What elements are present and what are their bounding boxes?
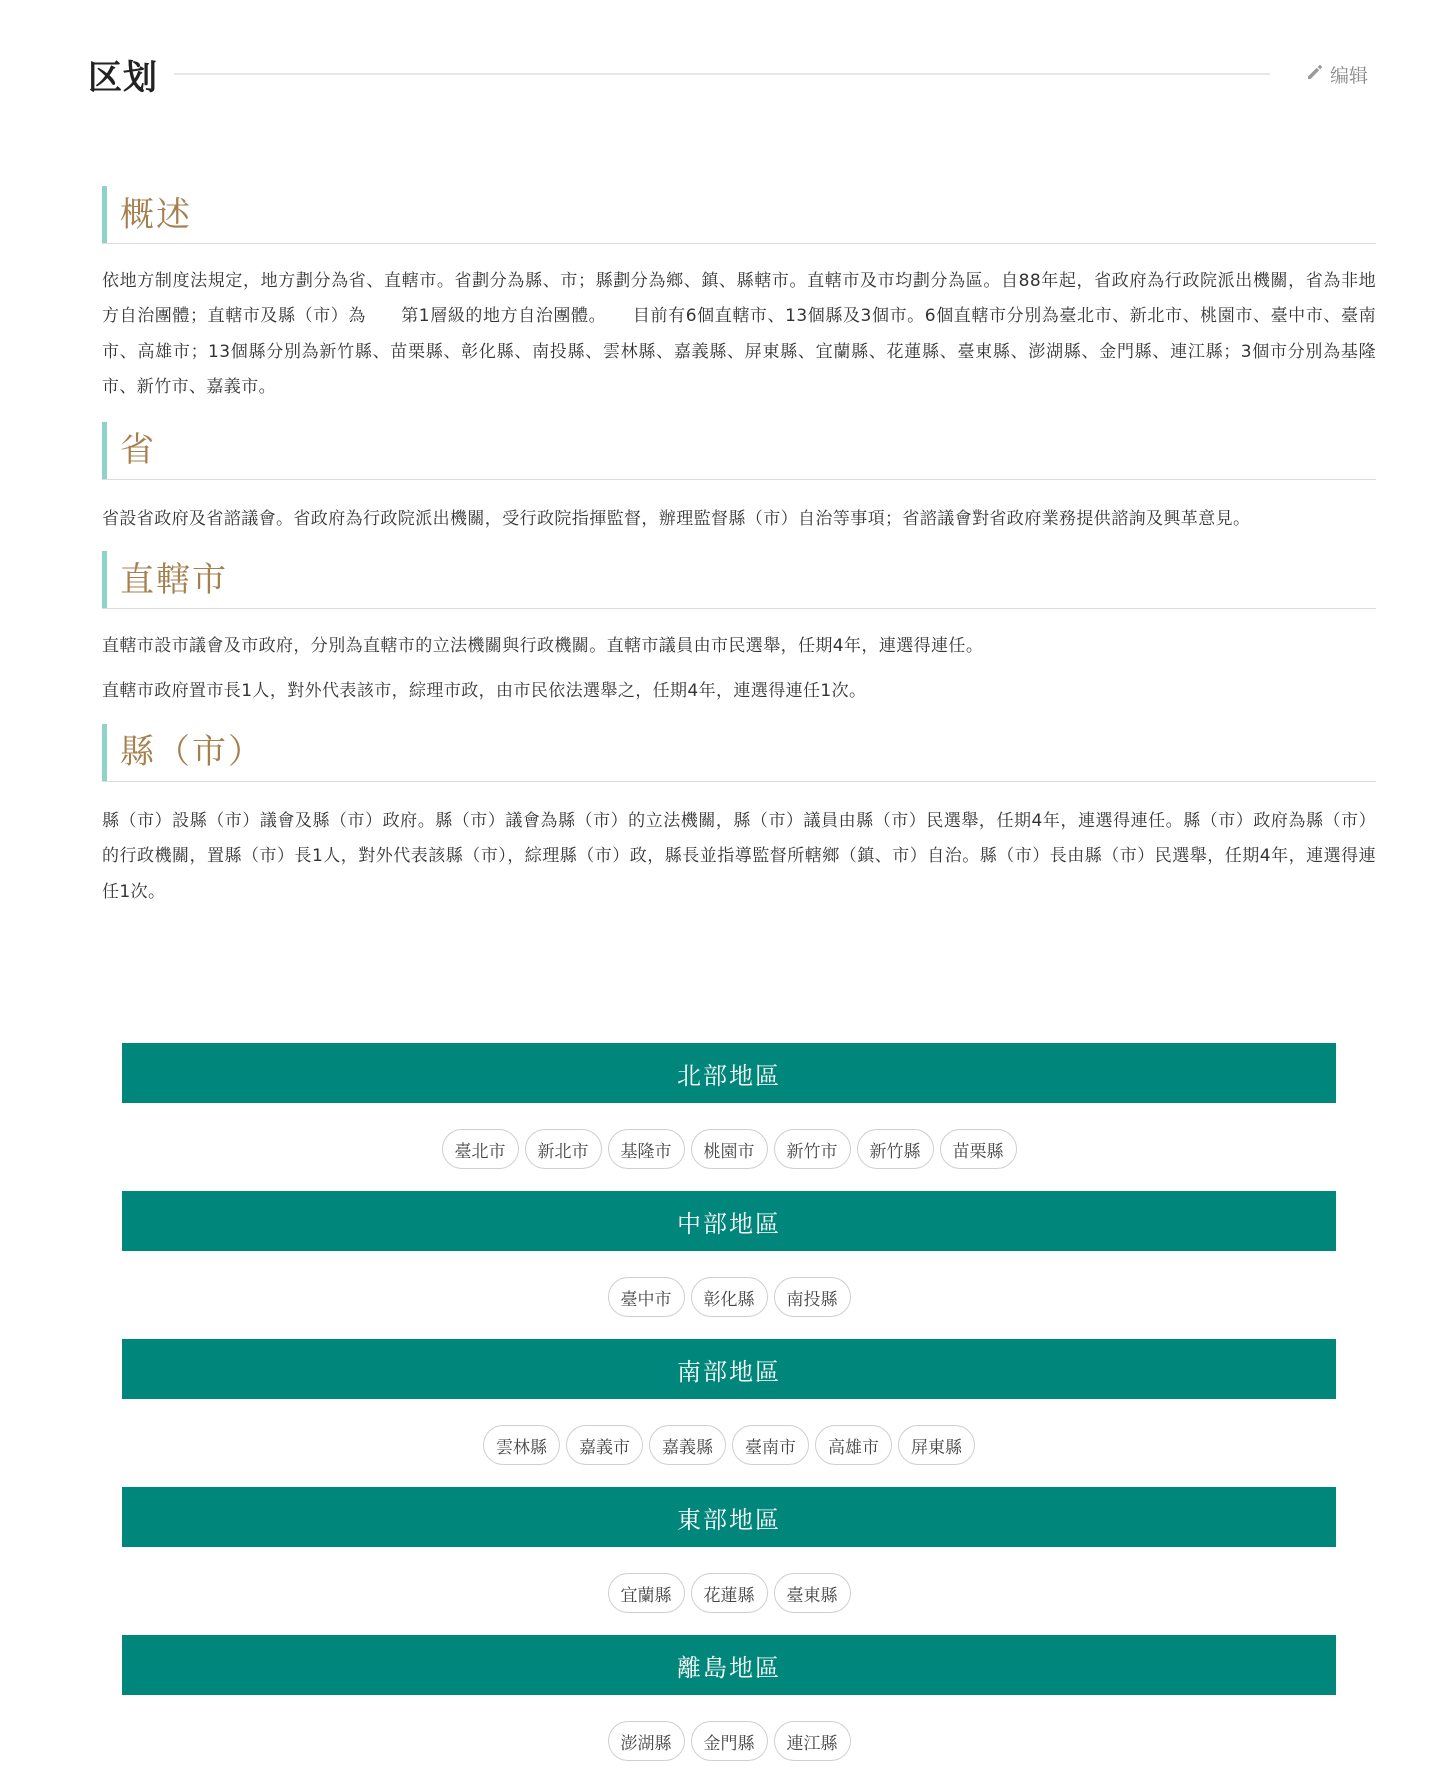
county-paragraph: 縣（市）設縣（市）議會及縣（市）政府。縣（市）議會為縣（市）的立法機關，縣（市）議員由縣（市）民選舉，任期4年，連選得連任。縣（市）政府為縣（市）的行政機關，置縣（市）長1人，對外代表該縣（市），綜理縣（市）政，縣長並指導監督所轄鄉（鎮、市）自治。縣（市）長由縣（市）民選舉，任期4年，連選得連任1次。: [102, 810, 1376, 902]
region-chips-islands: [122, 1695, 1336, 1772]
region-header-east: 東部地區: [122, 1487, 1336, 1547]
chip-kinmen-county[interactable]: 金門縣: [691, 1721, 768, 1761]
chip-taichung-city[interactable]: 臺中市: [608, 1277, 685, 1317]
chip-nantou-county[interactable]: 南投縣: [774, 1277, 851, 1317]
chip-yilan-county[interactable]: 宜蘭縣: [608, 1573, 685, 1613]
section-heading-overview: [102, 186, 1376, 244]
chip-penghu-county[interactable]: 澎湖縣: [608, 1721, 685, 1761]
chip-new-taipei-city[interactable]: 新北市: [525, 1129, 602, 1169]
chip-miaoli-county[interactable]: 苗栗縣: [940, 1129, 1017, 1169]
chip-hsinchu-county[interactable]: 新竹縣: [857, 1129, 934, 1169]
main-content: [102, 186, 1376, 910]
region-chips-north: [122, 1103, 1336, 1191]
chip-hsinchu-city[interactable]: 新竹市: [774, 1129, 851, 1169]
chip-taitung-county[interactable]: 臺東縣: [774, 1573, 851, 1613]
chip-chiayi-county[interactable]: 嘉義縣: [649, 1425, 726, 1465]
pencil-icon: [1306, 63, 1330, 86]
section-title-county: 縣（市）: [120, 732, 264, 773]
section-heading-province: [102, 422, 1376, 480]
chip-chiayi-city[interactable]: 嘉義市: [566, 1425, 643, 1465]
section-title-overview: 概述: [120, 194, 192, 235]
region-chips-south: [122, 1399, 1336, 1487]
region-header-north: 北部地區: [122, 1043, 1336, 1103]
province-paragraph: 省設省政府及省諮議會。省政府為行政院派出機關，受行政院指揮監督，辦理監督縣（市）自治等事項；省諮議會對省政府業務提供諮詢及興革意見。: [102, 508, 1251, 529]
region-chips-east: [122, 1547, 1336, 1635]
section-title-province: 省: [120, 430, 156, 471]
chip-hualien-county[interactable]: 花蓮縣: [691, 1573, 768, 1613]
edit-label: 编辑: [1329, 64, 1368, 87]
region-header-central: 中部地區: [122, 1191, 1336, 1251]
page-header: [88, 50, 1368, 98]
chip-changhua-county[interactable]: 彰化縣: [691, 1277, 768, 1317]
chip-pingtung-county[interactable]: 屏東縣: [898, 1425, 975, 1465]
chip-keelung-city[interactable]: 基隆市: [608, 1129, 685, 1169]
region-header-islands: 離島地區: [122, 1635, 1336, 1695]
region-chips-central: [122, 1251, 1336, 1339]
chip-lienchiang-county[interactable]: 連江縣: [774, 1721, 851, 1761]
chip-kaohsiung-city[interactable]: 高雄市: [815, 1425, 892, 1465]
chip-tainan-city[interactable]: 臺南市: [732, 1425, 809, 1465]
header-divider: [174, 73, 1270, 75]
chip-taipei-city[interactable]: 臺北市: [442, 1129, 519, 1169]
regions-list: [122, 1043, 1336, 1772]
chip-taoyuan-city[interactable]: 桃園市: [691, 1129, 768, 1169]
chip-yunlin-county[interactable]: 雲林縣: [483, 1425, 560, 1465]
section-title-municipality: 直轄市: [120, 559, 228, 600]
edit-link[interactable]: [1306, 61, 1368, 88]
page-title: 区划: [88, 57, 158, 98]
municipality-paragraph-1: 直轄市設市議會及市政府，分別為直轄市的立法機關與行政機關。直轄市議員由市民選舉，任期4年，連選得連任。: [102, 636, 984, 657]
overview-paragraph: 依地方制度法規定，地方劃分為省、直轄市。省劃分為縣、市；縣劃分為鄉、鎮、縣轄市。直轄市及市均劃分為區。自88年起，省政府為行政院派出機關，省為非地方自治團體；直轄市及縣（市）為 第1層級的地方自治團體。 目前有6個直轄市、13個縣及3個市。6個直轄市分別為臺北市、新北市、桃園市、臺中市、臺南市、高雄市；13個縣分別為新竹縣、苗栗縣、彰化縣、南投縣、雲林縣、嘉義縣、屏東縣、宜蘭縣、花蓮縣、臺東縣、澎湖縣、金門縣、連江縣；3個市分別為基隆市、新竹市、嘉義市。: [102, 271, 1376, 398]
section-heading-municipality: [102, 551, 1376, 609]
municipality-paragraph-2: 直轄市政府置市長1人，對外代表該市，綜理市政，由市民依法選舉之，任期4年，連選得連任1次。: [102, 681, 867, 702]
section-heading-county: [102, 724, 1376, 782]
region-header-south: 南部地區: [122, 1339, 1336, 1399]
